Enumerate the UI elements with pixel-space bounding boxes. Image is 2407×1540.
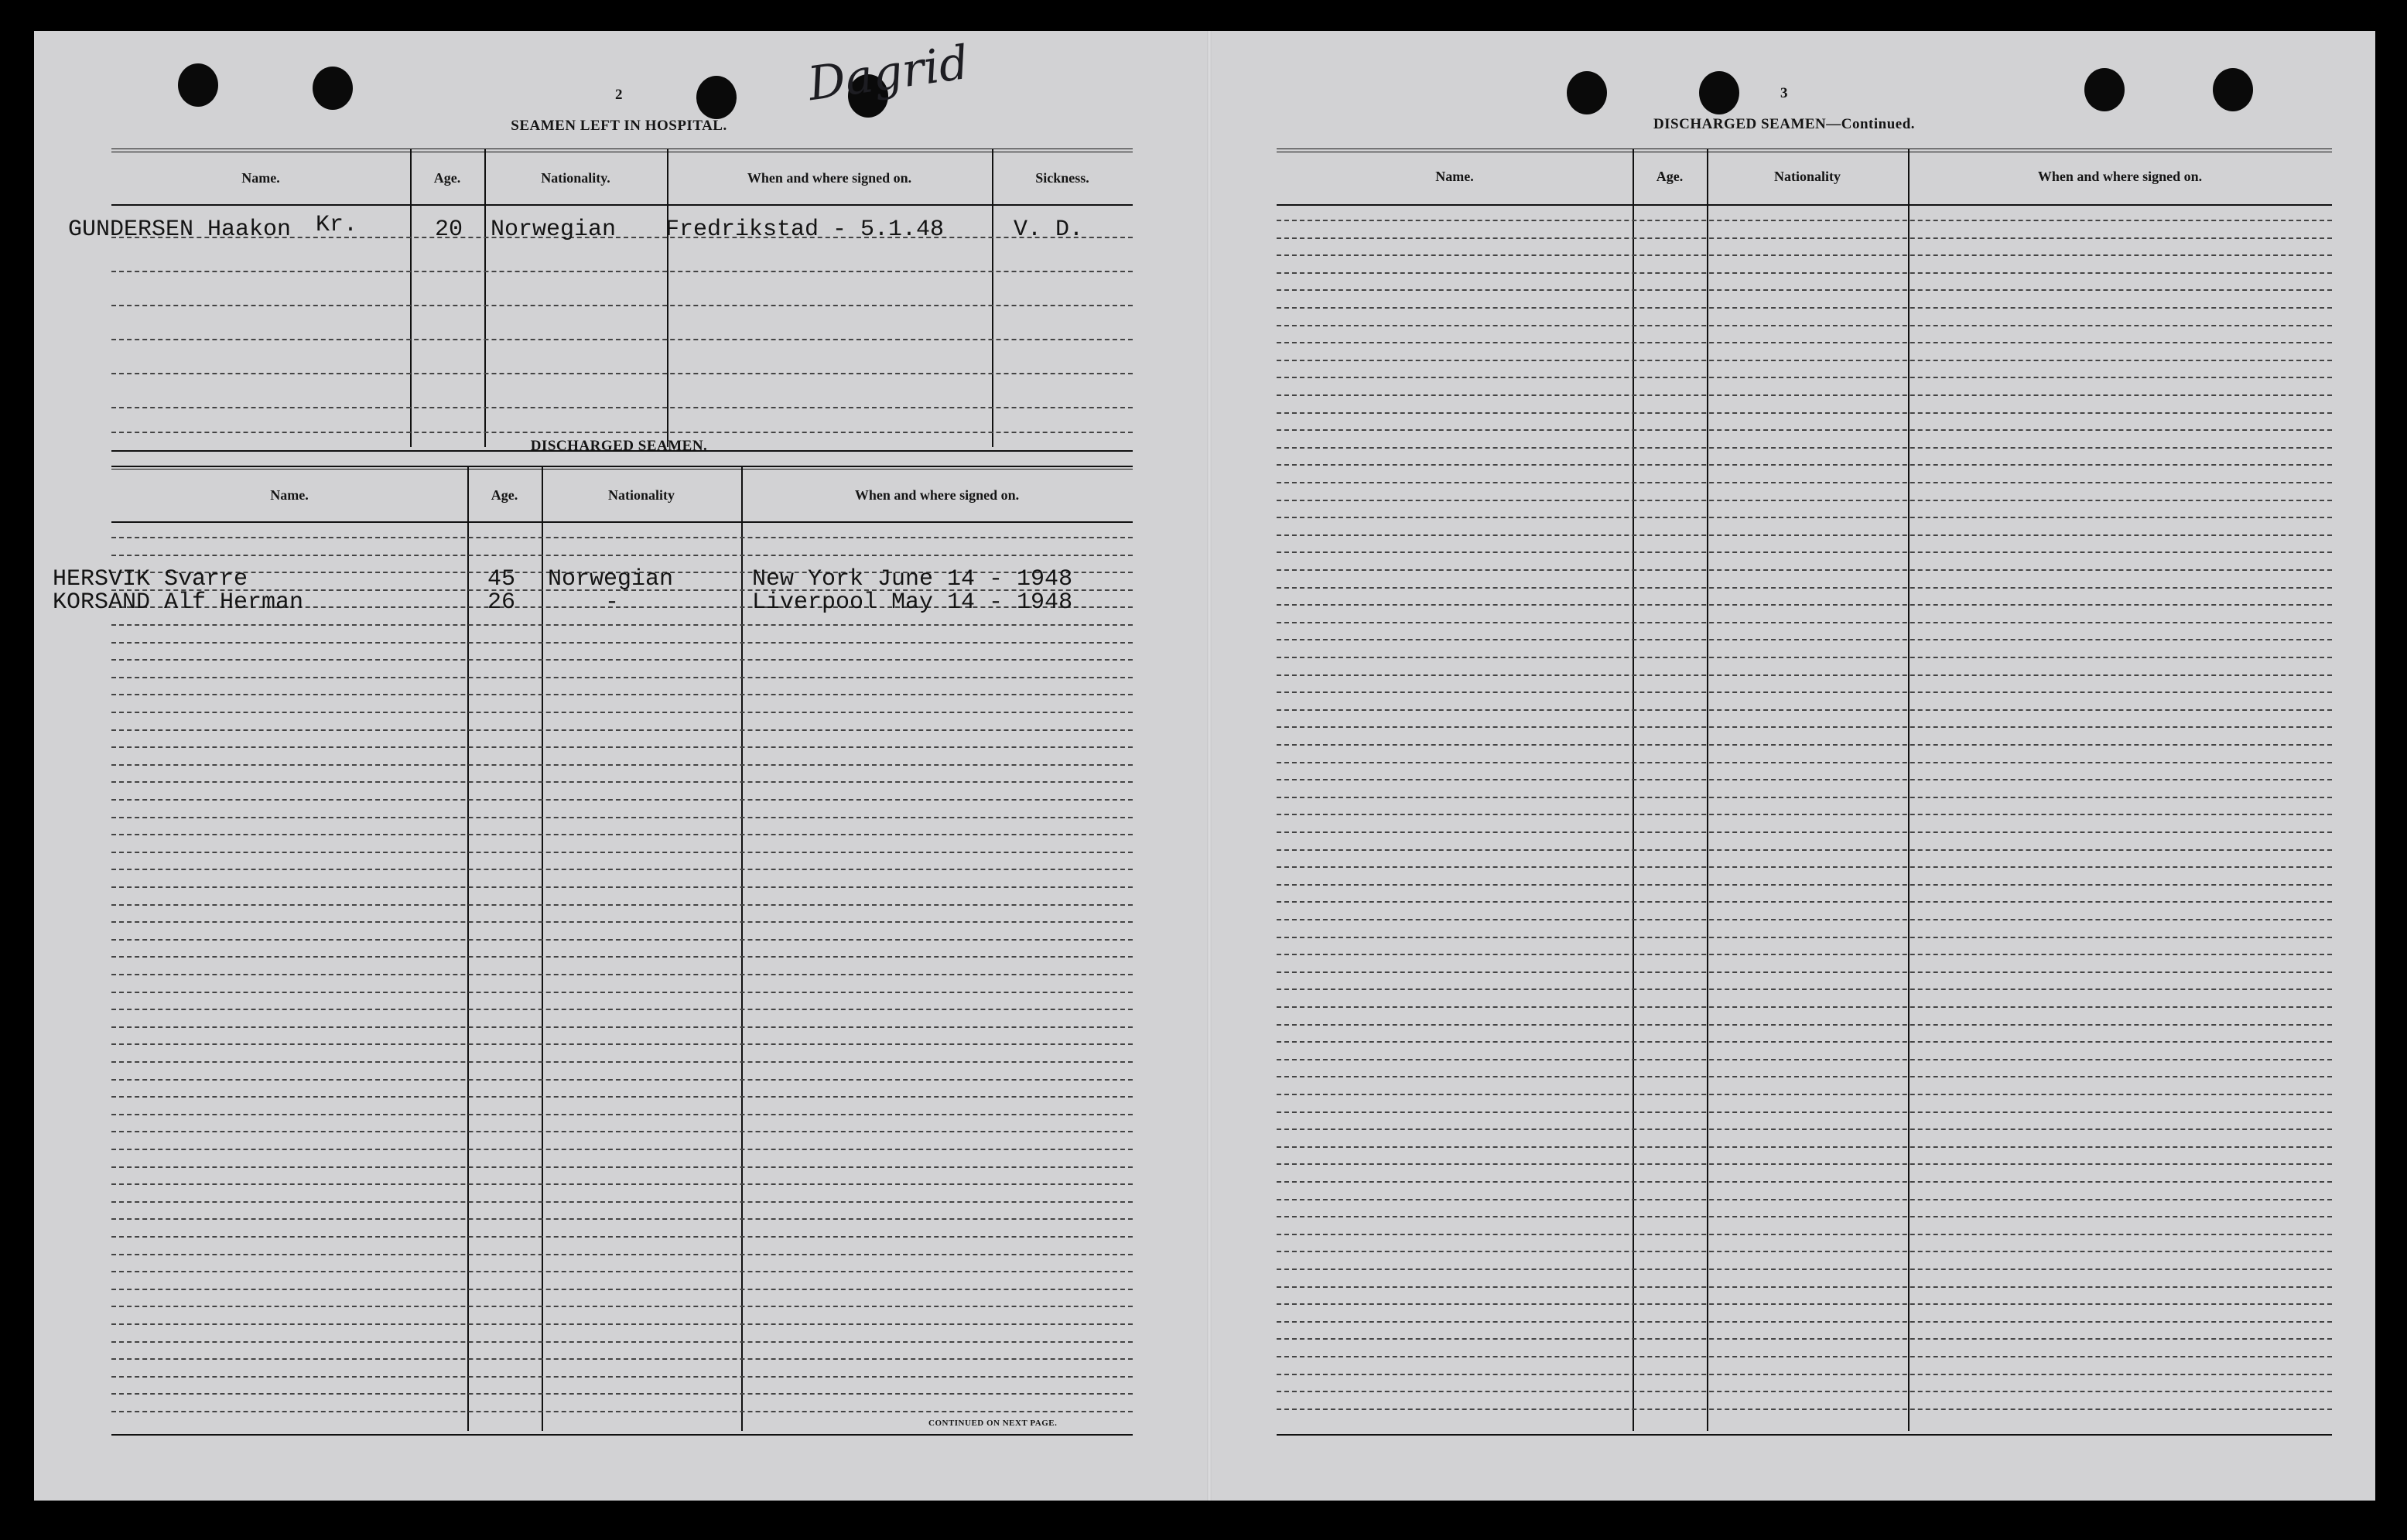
col-header-signed-on: When and where signed on. — [854, 487, 1020, 503]
ruled-line — [1277, 587, 2332, 589]
punch-hole — [1567, 71, 1607, 114]
ruled-line — [111, 1061, 1133, 1063]
punch-hole — [2213, 68, 2253, 111]
continued-note: CONTINUED ON NEXT PAGE. — [928, 1419, 1058, 1428]
ruled-line — [1277, 1163, 2332, 1165]
ruled-line — [1277, 849, 2332, 851]
ruled-line — [111, 694, 1133, 695]
ruled-line — [1277, 901, 2332, 903]
ruled-line — [1277, 1059, 2332, 1060]
ruled-line — [1277, 639, 2332, 640]
ruled-line — [111, 956, 1133, 958]
document-page — [34, 31, 2375, 1501]
punch-hole — [696, 76, 737, 119]
ruled-line — [111, 886, 1133, 888]
ruled-line — [1277, 1356, 2332, 1357]
discharged-continued-table — [1277, 149, 2332, 1448]
discharged-table — [111, 466, 1133, 1471]
col-header-signed-on: When and where signed on. — [2037, 169, 2203, 184]
ruled-line — [1277, 1041, 2332, 1043]
ruled-line — [1277, 429, 2332, 431]
ruled-line — [111, 1254, 1133, 1255]
col-header-nationality: Nationality — [607, 487, 675, 503]
ruled-line — [1277, 569, 2332, 571]
ruled-line — [111, 555, 1133, 556]
seaman-name: HERSVIK Svarre — [53, 566, 248, 592]
punch-hole — [2084, 68, 2125, 111]
ruled-line — [1277, 709, 2332, 711]
ruled-line — [1277, 1269, 2332, 1270]
ruled-line — [1277, 482, 2332, 483]
ruled-line — [1277, 1181, 2332, 1183]
ruled-line — [1277, 1234, 2332, 1235]
ruled-line — [111, 1376, 1133, 1378]
ruled-line — [1277, 1111, 2332, 1113]
name-suffix: Kr. — [316, 212, 358, 238]
ruled-line — [111, 1149, 1133, 1150]
ruled-line — [111, 1043, 1133, 1045]
ruled-line — [1277, 604, 2332, 606]
ruled-line — [111, 992, 1133, 993]
ruled-line — [1277, 394, 2332, 396]
ruled-line — [1277, 1094, 2332, 1095]
ruled-line — [1277, 412, 2332, 414]
page-number-right: 3 — [1780, 85, 1788, 101]
col-header-nationality: Nationality. — [541, 170, 610, 186]
ruled-line — [111, 1009, 1133, 1010]
ruled-line — [1277, 866, 2332, 868]
punch-hole — [1699, 71, 1739, 114]
ruled-line — [1277, 464, 2332, 466]
punch-hole — [178, 63, 218, 107]
ruled-line — [111, 764, 1133, 766]
ruled-line — [111, 781, 1133, 783]
ruled-line — [1277, 1006, 2332, 1008]
seaman-signed-on: Liverpool May 14 - 1948 — [752, 589, 1073, 616]
seaman-age: 26 — [487, 589, 516, 616]
ruled-line — [111, 1166, 1133, 1168]
ruled-line — [1277, 1129, 2332, 1130]
ruled-line — [1277, 1374, 2332, 1375]
ruled-line — [1277, 254, 2332, 256]
ruled-line — [111, 659, 1133, 661]
ruled-line — [111, 1079, 1133, 1081]
page-number-left: 2 — [615, 87, 623, 103]
ruled-line — [1277, 1409, 2332, 1410]
ruled-line — [111, 1306, 1133, 1307]
ruled-line — [1277, 744, 2332, 746]
ruled-line — [1277, 447, 2332, 449]
ruled-line — [1277, 237, 2332, 239]
ruled-line — [111, 1411, 1133, 1412]
seaman-nationality: Norwegian — [548, 566, 674, 592]
ruled-line — [111, 624, 1133, 626]
ruled-line — [1277, 1076, 2332, 1077]
ruled-line — [1277, 954, 2332, 955]
ruled-line — [111, 1096, 1133, 1098]
ruled-line — [1277, 691, 2332, 693]
ruled-line — [1277, 377, 2332, 378]
ruled-line — [1277, 937, 2332, 938]
ruled-line — [111, 852, 1133, 853]
ruled-line — [1277, 674, 2332, 676]
ruled-line — [1277, 1391, 2332, 1392]
ruled-line — [1277, 1199, 2332, 1200]
ruled-line — [1277, 622, 2332, 623]
hospital-table — [111, 149, 1133, 467]
seaman-signed-on: New York June 14 - 1948 — [752, 566, 1073, 592]
ruled-line — [111, 869, 1133, 870]
ruled-line — [1277, 1024, 2332, 1026]
ruled-line — [1277, 657, 2332, 658]
ruled-line — [111, 677, 1133, 678]
ruled-line — [1277, 360, 2332, 361]
ruled-line — [1277, 1216, 2332, 1217]
col-header-age: Age. — [1656, 169, 1684, 184]
ruled-line — [1277, 1286, 2332, 1288]
ruled-line — [111, 1026, 1133, 1028]
ruled-line — [1277, 779, 2332, 780]
ruled-line — [111, 1341, 1133, 1343]
ruled-line — [111, 642, 1133, 644]
ruled-line — [111, 537, 1133, 538]
col-header-signed-on: When and where signed on. — [747, 170, 912, 186]
ruled-line — [1277, 517, 2332, 518]
seaman-age: 45 — [487, 566, 516, 592]
ruled-line — [1277, 307, 2332, 309]
discharged-section-title: DISCHARGED SEAMEN. — [530, 438, 708, 454]
ruled-line — [1277, 1338, 2332, 1340]
ruled-line — [111, 729, 1133, 731]
ruled-line — [111, 834, 1133, 835]
ruled-line — [1277, 762, 2332, 763]
col-header-name: Name. — [241, 170, 280, 186]
ruled-line — [1277, 1321, 2332, 1323]
ruled-line — [111, 746, 1133, 748]
col-header-age: Age. — [491, 487, 518, 503]
right-section-title: DISCHARGED SEAMEN—Continued. — [1653, 116, 1916, 132]
seaman-name: KORSAND Alf Herman — [53, 589, 304, 616]
col-header-name: Name. — [1435, 169, 1474, 184]
ruled-line — [1277, 500, 2332, 501]
ruled-line — [111, 1271, 1133, 1272]
ruled-line — [1277, 551, 2332, 553]
ruled-line — [1277, 726, 2332, 728]
ruled-line — [111, 799, 1133, 801]
seaman-age: 20 — [435, 217, 463, 243]
ruled-line — [1277, 342, 2332, 343]
col-header-sickness: Sickness. — [1035, 170, 1089, 186]
page-fold — [1207, 31, 1212, 1501]
ruled-line — [1277, 272, 2332, 274]
ruled-line — [111, 1393, 1133, 1395]
ruled-line — [111, 1323, 1133, 1325]
col-header-nationality: Nationality — [1773, 169, 1841, 184]
ruled-line — [1277, 797, 2332, 798]
ruled-line — [1277, 534, 2332, 536]
ruled-line — [111, 1218, 1133, 1220]
handwritten-note: Dagrid — [805, 35, 973, 112]
ruled-line — [1277, 1251, 2332, 1252]
ruled-line — [111, 921, 1133, 923]
col-header-age: Age. — [433, 170, 461, 186]
ruled-line — [1277, 220, 2332, 221]
col-header-name: Name. — [270, 487, 309, 503]
ruled-line — [111, 1114, 1133, 1115]
ruled-line — [1277, 831, 2332, 833]
ruled-line — [111, 817, 1133, 818]
ruled-line — [1277, 1146, 2332, 1148]
ruled-line — [111, 712, 1133, 713]
ruled-line — [111, 1289, 1133, 1290]
seaman-nationality: - — [605, 589, 620, 616]
ruled-line — [1277, 325, 2332, 326]
ruled-line — [1277, 289, 2332, 291]
ruled-line — [111, 1183, 1133, 1185]
ruled-line — [111, 939, 1133, 941]
ruled-line — [111, 1201, 1133, 1203]
hospital-section-title: SEAMEN LEFT IN HOSPITAL. — [511, 118, 727, 134]
ruled-line — [111, 904, 1133, 906]
ruled-line — [111, 1131, 1133, 1132]
ruled-line — [1277, 814, 2332, 815]
ruled-line — [111, 1236, 1133, 1238]
ruled-line — [1277, 884, 2332, 886]
ruled-line — [1277, 971, 2332, 973]
seaman-nationality: Norwegian — [491, 217, 617, 243]
ruled-line — [1277, 989, 2332, 990]
seaman-sickness: V. D. — [1014, 217, 1084, 243]
ruled-line — [1277, 919, 2332, 920]
punch-hole — [313, 67, 353, 110]
ruled-line — [1277, 1303, 2332, 1305]
seaman-signed-on: Fredrikstad - 5.1.48 — [665, 217, 945, 243]
ruled-line — [111, 1358, 1133, 1360]
seaman-name: GUNDERSEN Haakon — [68, 217, 292, 243]
ruled-line — [111, 974, 1133, 975]
